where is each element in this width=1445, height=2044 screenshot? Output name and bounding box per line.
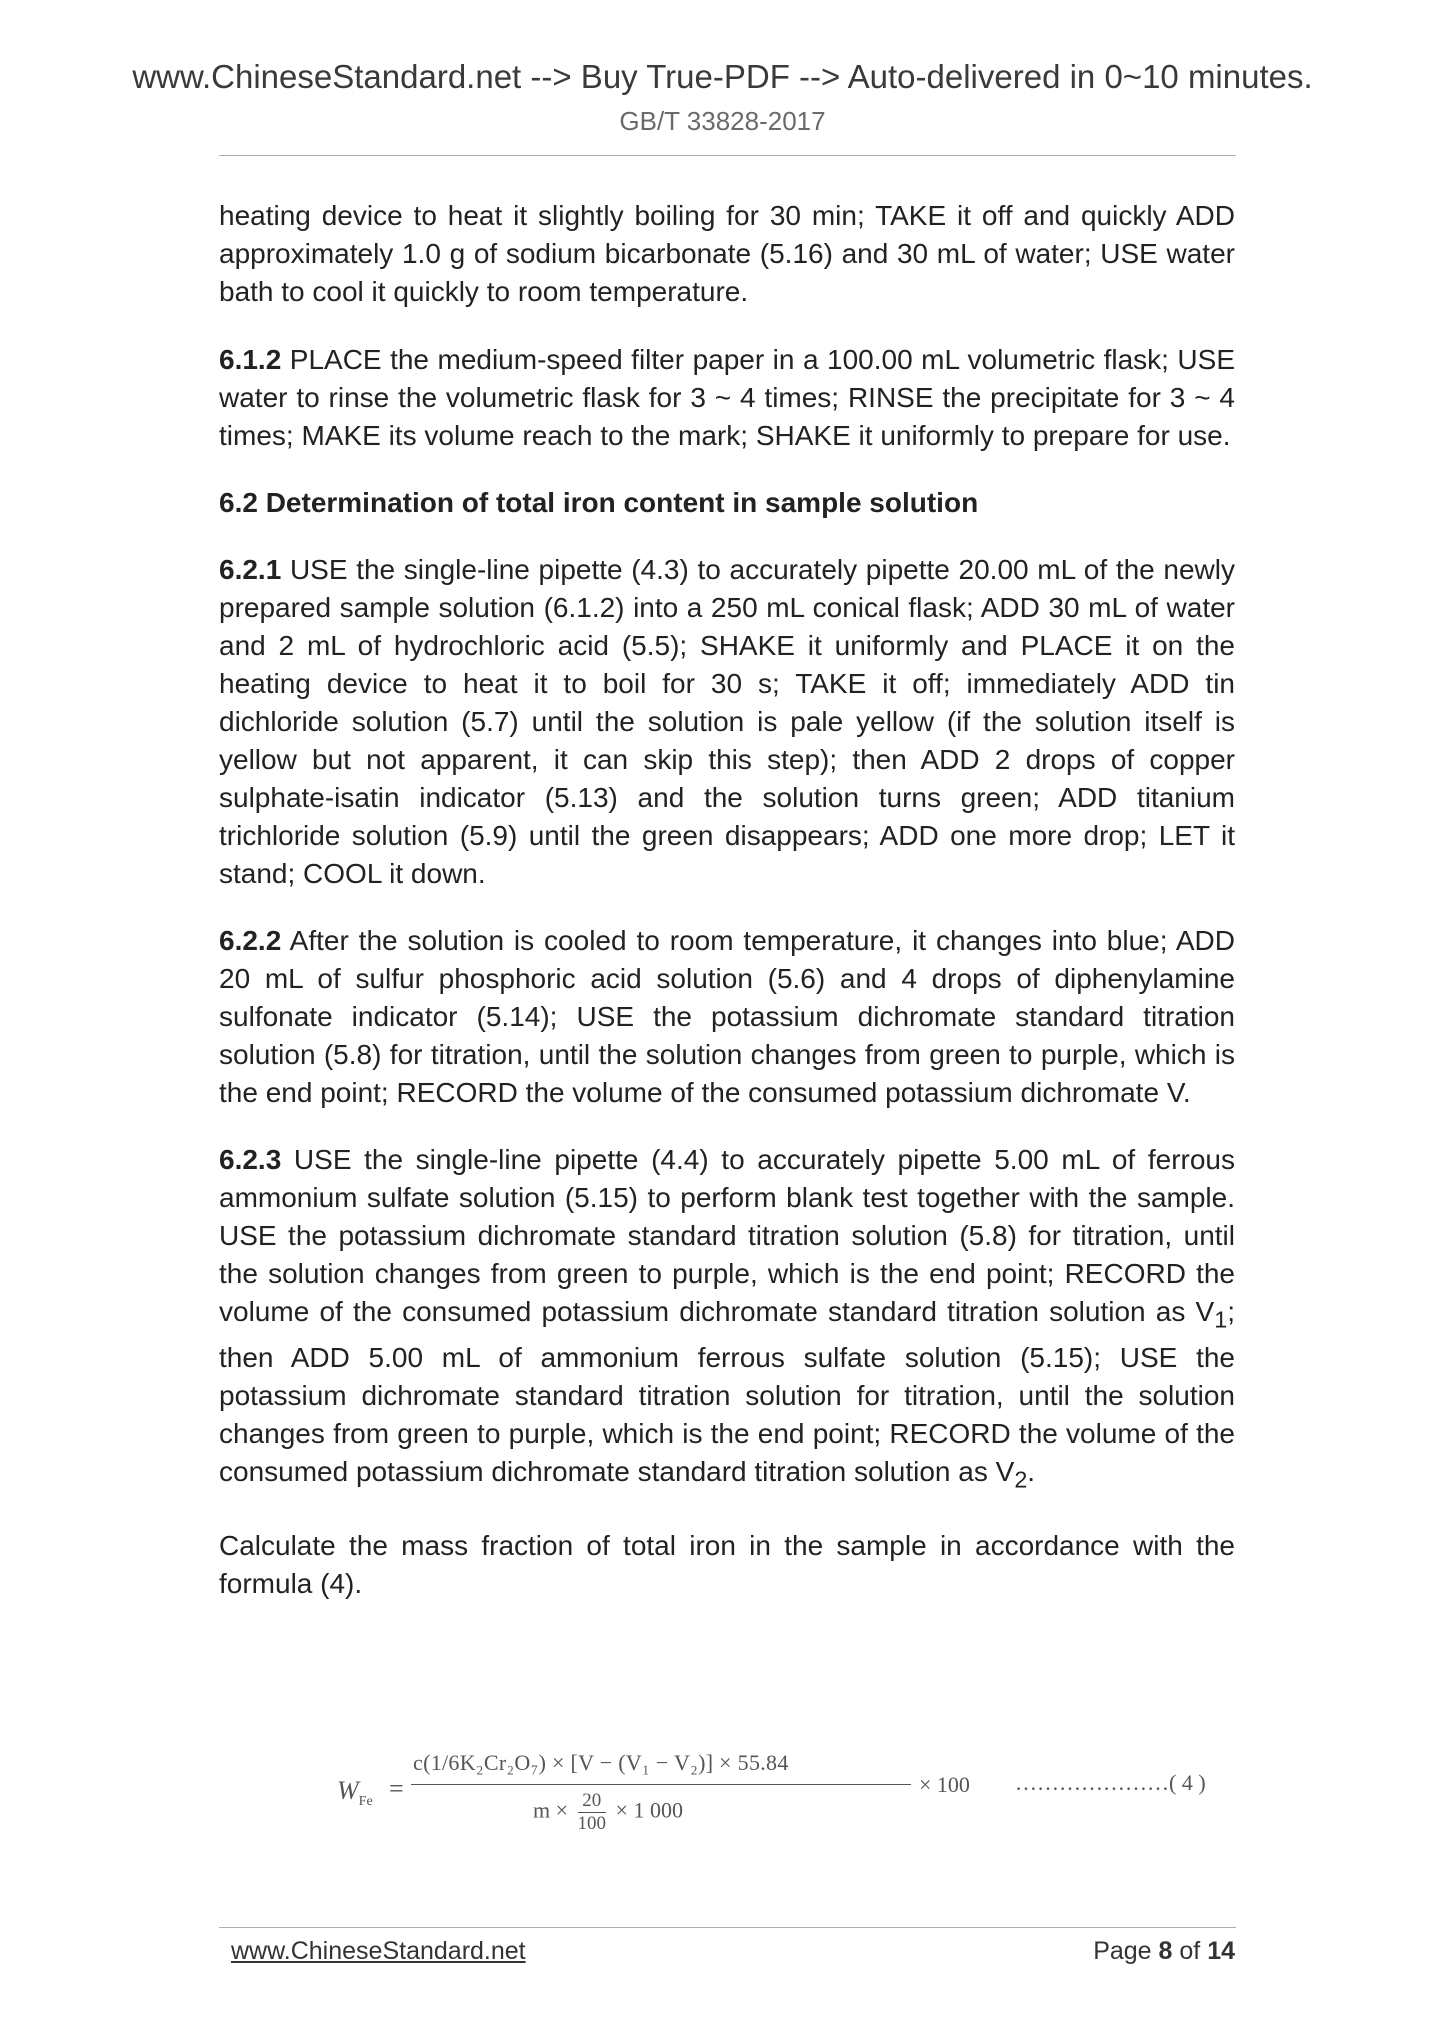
fraction-bottom: 100 (577, 1813, 607, 1834)
section-heading-6-2: 6.2 Determination of total iron content in sample solution (219, 487, 979, 518)
section-6-1-2 (219, 341, 1235, 455)
section-text: PLACE the medium-speed filter paper in a 100.00 mL volumetric flask; USE water to rinse the volumetric flask for 3 ~ 4 times; RINSE the precipitate for 3 ~ 4 times; MAKE its volume reach to the mark; SHAKE it uniformly to prepare for use. (219, 344, 1235, 451)
page-prefix: Page (1093, 1937, 1159, 1965)
section-text: USE the single-line pipette (4.3) to accurately pipette 20.00 mL of the newly prepared sample solution (6.1.2) into a 250 mL conical flask; ADD 30 mL of water and 2 mL of hydrochloric acid (5.5); SHAKE it uniformly and PLACE it on the heating device to heat it to boil for 30 s; TAKE it off; immediately ADD tin dichloride solution (5.7) until the solution is pale yellow (if the solution itself is yellow but not apparent, it can skip this step); then ADD 2 drops of copper sulphate-isatin indicator (5.13) and the solution turns green; ADD titanium trichloride solution (5.9) until the green disappears; ADD one more drop; LET it stand; COOL it down. (219, 554, 1235, 889)
section-number: 6.2.2 (219, 925, 282, 956)
section-number: 6.2.3 (219, 1144, 282, 1175)
header-divider (219, 155, 1236, 156)
page-content (219, 197, 1235, 1632)
formula-equals: = (389, 1774, 404, 1803)
formula-numerator: c(1/6K₂Cr₂O₇) × [V − (V₁ − V₂)] × 55.84 (413, 1750, 789, 1775)
section-number: 6.1.2 (219, 344, 282, 375)
denominator-prefix: m × (533, 1797, 569, 1823)
page-indicator (1093, 1937, 1235, 1966)
formula-4 (335, 1750, 1235, 1850)
section-6-2-1 (219, 551, 1235, 893)
page-current: 8 (1158, 1937, 1173, 1965)
fraction-top: 20 (578, 1790, 607, 1813)
page-middle: of (1172, 1937, 1208, 1965)
formula-number: …………………( 4 ) (1015, 1770, 1206, 1795)
footer-website-link[interactable]: www.ChineseStandard.net (231, 1937, 526, 1965)
calculation-paragraph: Calculate the mass fraction of total iron in the sample in accordance with the formula (4). (219, 1530, 1235, 1600)
formula-lhs (337, 1776, 373, 1810)
section-text: . (1027, 1455, 1036, 1487)
standard-code: GB/T 33828-2017 (619, 106, 826, 136)
section-6-2-3 (219, 1141, 1235, 1498)
formula-symbol: W (337, 1776, 359, 1805)
denominator-fraction (578, 1790, 607, 1835)
formula-fraction-bar (411, 1784, 911, 1785)
section-text: USE the single-line pipette (4.4) to accurately pipette 5.00 mL of ferrous ammonium sulfate solution (5.15) to perform blank test together with the sample. USE the potassium dichromate standard titration solution (5.8) for titration, until the solution changes from green to purple, which is the end point; RECORD the volume of the consumed potassium dichromate standard titration solution as V (219, 1144, 1235, 1327)
formula-denominator (533, 1790, 683, 1835)
subscript: 2 (1014, 1466, 1028, 1493)
intro-paragraph: heating device to heat it slightly boiling for 30 min; TAKE it off and quickly ADD approximately 1.0 g of sodium bicarbonate (5.16) and 30 mL of water; USE water bath to cool it quickly to room temperature. (219, 200, 1235, 307)
section-text: After the solution is cooled to room temperature, it changes into blue; ADD 20 mL of sulfur phosphoric acid solution (5.6) and 4 drops of diphenylamine sulfonate indicator (5.14); USE the potassium dichromate standard titration solution (5.8) for titration, until the solution changes from green to purple, which is the end point; RECORD the volume of the consumed potassium dichromate V. (219, 925, 1235, 1108)
section-number: 6.2.1 (219, 554, 282, 585)
subscript: 1 (1214, 1306, 1228, 1333)
denominator-suffix: × 1 000 (615, 1797, 683, 1823)
section-6-2-2 (219, 922, 1235, 1112)
header-banner: www.ChineseStandard.net --> Buy True-PDF --> Auto-delivered in 0~10 minutes. (132, 58, 1313, 95)
formula-multiplier: × 100 (919, 1772, 970, 1797)
section-text: ; then ADD 5.00 mL of ammonium ferrous sulfate solution (5.15); USE the potassium dichromate standard titration solution for titration, until the solution changes from green to purple, which is the end point; RECORD the volume of the consumed potassium dichromate standard titration solution as V (219, 1296, 1235, 1487)
page-total: 14 (1207, 1937, 1235, 1965)
footer-divider (219, 1927, 1236, 1928)
formula-subscript: Fe (358, 1794, 373, 1810)
